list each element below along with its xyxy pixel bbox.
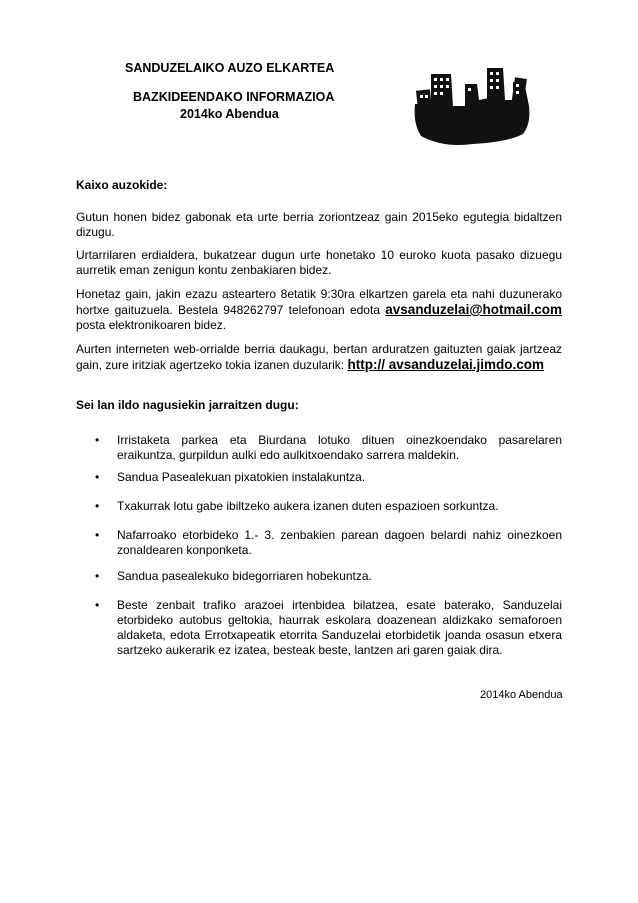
list-item-text: Sandua Pasealekuan pixatokien instalakuntza. xyxy=(117,470,366,484)
list-item-text: Sandua pasealekuko bidegorriaren hobekuntza. xyxy=(117,569,372,583)
bullet-icon: • xyxy=(95,528,100,542)
list-item-text: Irristaketa parkea eta Biurdana lotuko dituen oinezkoendako pasarelaren eraikuntza, gurpildun aulki edo aulkitxoendako sarrera maldekin. xyxy=(117,433,562,462)
section-title: Sei lan ildo nagusiekin jarraitzen dugu: xyxy=(76,398,299,412)
bullet-icon: • xyxy=(95,499,100,513)
paragraph-website xyxy=(76,342,562,373)
list-item-text: Nafarroako etorbideko 1.- 3. zenbakien parean dagoen belardi nahiz oinezkoen zonaldearen konponketa. xyxy=(117,528,562,557)
document-title: BAZKIDEENDAKO INFORMAZIOA xyxy=(133,90,335,104)
greeting: Kaixo auzokide: xyxy=(76,178,168,192)
paragraph-fee: Urtarrilaren erdialdera, bukatzear dugun urte honetako 10 euroko kuota pasako dizuegu aurretik eman zenigun kontu zenbakiaren bidez. xyxy=(76,248,562,277)
list-item-text: Beste zenbait trafiko arazoei irtenbidea bilatzea, esate baterako, Sanduzelai etorbideko autobus geltokia, haurrak eskolara doazenean aldizkako semaforoen aldaketa, edota Errotxapeatik etorrita Sanduzelai etorbidetik joanda osasun etxera sartzeko aukerarik ez izatea, besteak beste, lantzen ari garen gaiak dira. xyxy=(117,598,562,657)
paragraph-contact xyxy=(76,287,562,333)
website-link[interactable]: http:// avsanduzelai.jimdo.com xyxy=(347,357,545,372)
paragraph-greetings: Gutun honen bidez gabonak eta urte berria zoriontzeaz gain 2015eko egutegia bidaltzen dizugu. xyxy=(76,210,562,239)
email-link[interactable]: avsanduzelai@hotmail.com xyxy=(385,302,562,317)
bullet-icon: • xyxy=(95,470,100,484)
letter-body xyxy=(76,0,562,903)
website-text: Aurten interneten web-orrialde berria daukagu, bertan arduratzen gaituzten gaiak jartzeaz gain, zure iritziak agertzeko tokia izanen duzularik: xyxy=(76,342,562,372)
contact-text: Honetaz gain, jakin ezazu asteartero 8etatik 9:30ra elkartzen garela eta nahi duzunerako hortxe gaituzuela. Bestela 948262797 telefonoan edota xyxy=(76,287,562,317)
bullet-icon: • xyxy=(95,598,100,612)
bullet-icon: • xyxy=(95,569,100,583)
contact-tail: posta elektronikoaren bidez. xyxy=(76,318,227,332)
list-item-text: Txakurrak lotu gabe ibiltzeko aukera izanen duten espazioen sorkuntza. xyxy=(117,499,499,513)
document-date: 2014ko Abendua xyxy=(180,107,279,121)
association-name: SANDUZELAIKO AUZO ELKARTEA xyxy=(125,61,335,75)
bullet-icon: • xyxy=(95,433,100,447)
footer-date: 2014ko Abendua xyxy=(480,689,563,701)
